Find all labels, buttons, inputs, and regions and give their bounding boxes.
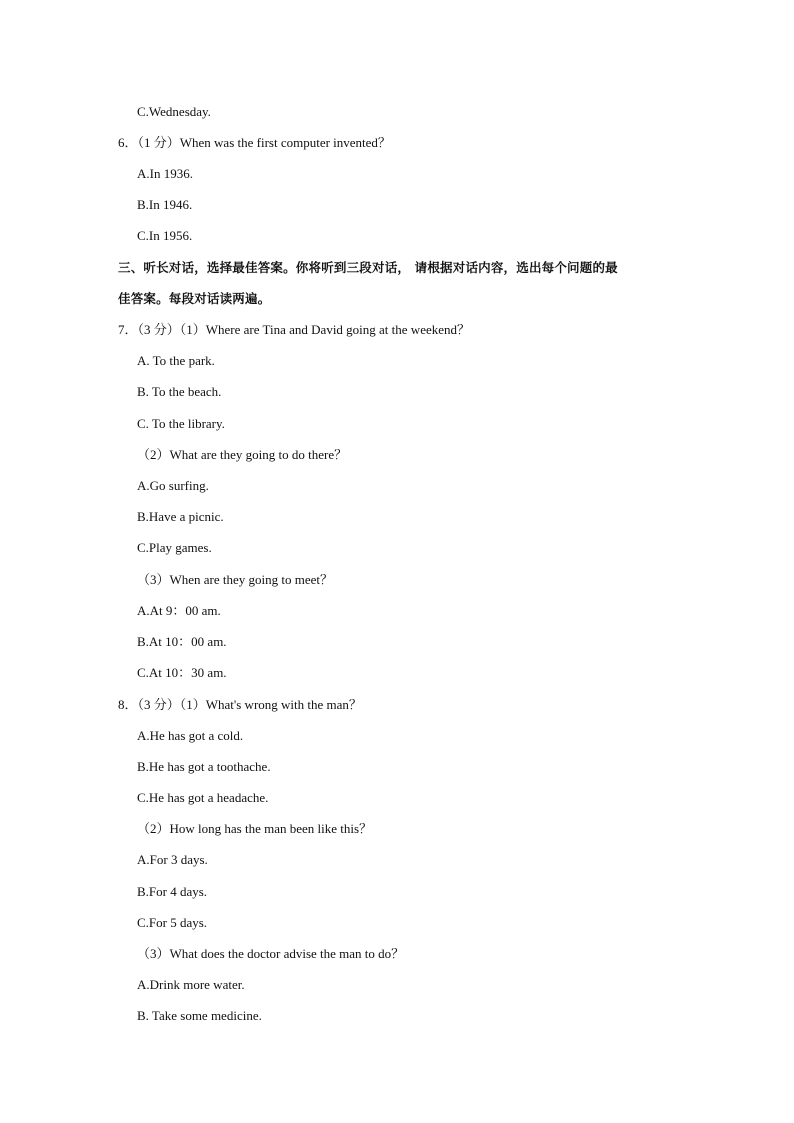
question-6: 6．（1 分）When was the first computer invented？ <box>118 135 391 150</box>
option-text: B. Take some medicine. <box>137 1008 262 1023</box>
option-text: B.For 4 days. <box>137 884 208 899</box>
sub-question: （2）How long has the man been like this？ <box>137 821 373 836</box>
sub-question: （3）What does the doctor advise the man to do？ <box>137 946 405 961</box>
option-text: C.At 10：30 am. <box>137 665 227 680</box>
option-text: A. To the park. <box>137 353 215 368</box>
option-text: B.Have a picnic. <box>137 509 224 524</box>
option-text: B.In 1946. <box>137 197 193 212</box>
sub-question: （2）What are they going to do there？ <box>137 447 348 462</box>
option-text: A.In 1936. <box>137 166 193 181</box>
option-text: A.Go surfing. <box>137 478 209 493</box>
question-7: 7．（3 分）（1）Where are Tina and David going at the weekend？ <box>118 322 471 337</box>
option-text: C.For 5 days. <box>137 915 208 930</box>
option-text: A.At 9：00 am. <box>137 603 221 618</box>
option-text: C.Play games. <box>137 540 212 555</box>
section-heading: 三、听长对话，选择最佳答案。你将听到三段对话， 请根据对话内容，选出每个问题的最 <box>118 260 618 275</box>
question-8: 8．（3 分）（1）What's wrong with the man？ <box>118 697 362 712</box>
option-text: A.For 3 days. <box>137 852 208 867</box>
option-text: B.At 10：00 am. <box>137 634 227 649</box>
option-text: B.He has got a toothache. <box>137 759 271 774</box>
option-text: B. To the beach. <box>137 384 222 399</box>
option-text: C.Wednesday. <box>137 104 211 119</box>
option-text: A.Drink more water. <box>137 977 245 992</box>
section-heading-continued: 佳答案。每段对话读两遍。 <box>118 291 271 306</box>
option-text: A.He has got a cold. <box>137 728 244 743</box>
option-text: C.In 1956. <box>137 228 193 243</box>
option-text: C. To the library. <box>137 416 225 431</box>
sub-question: （3）When are they going to meet？ <box>137 572 334 587</box>
option-text: C.He has got a headache. <box>137 790 269 805</box>
